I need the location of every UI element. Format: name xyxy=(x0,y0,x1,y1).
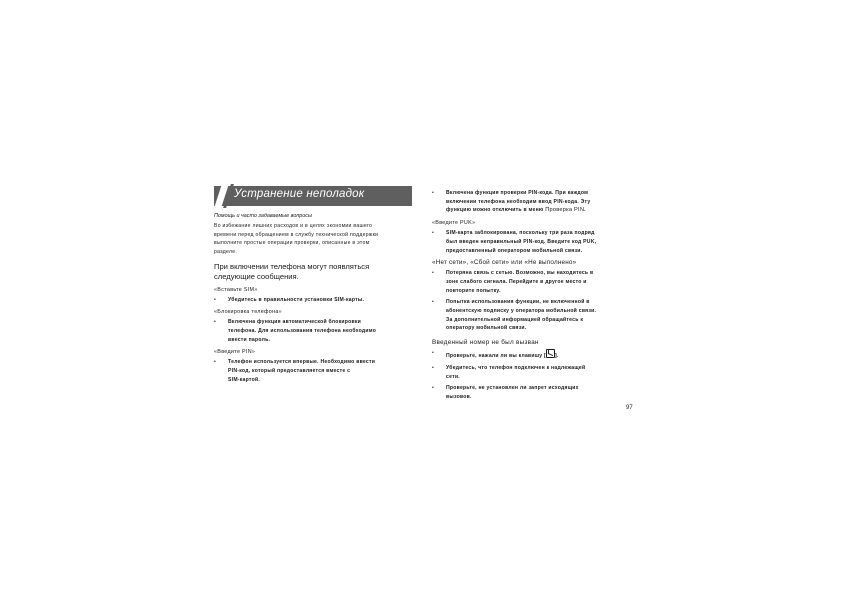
section-heading xyxy=(214,262,412,281)
right-column xyxy=(432,186,628,402)
bullet-icon: • xyxy=(214,319,217,326)
bullet-text xyxy=(446,349,628,361)
bullet-text: включении телефона необходим ввод PIN-кода. Эту xyxy=(446,198,591,205)
bullet-text: Телефон используется впервые. Необходимо ввести xyxy=(228,359,376,366)
intro-line: Во избежание лишних расходов и в целях экономии вашего xyxy=(214,223,373,229)
message-insert-sim: «Вставьте SIM» xyxy=(214,286,258,293)
list-item xyxy=(214,318,412,344)
list-item xyxy=(432,364,628,381)
bullet-text: зоне слабого сигнала. Перейдите в другое место и xyxy=(446,278,587,285)
bullet-text: За дополнительной информацией обращайтесь к xyxy=(446,316,584,323)
bullet-text: Убедитесь в правильности установки SIM-карты. xyxy=(228,296,365,303)
bullet-text: Проверьте, не установлен ли запрет исходящих xyxy=(446,385,579,392)
page-number: 97 xyxy=(626,405,633,411)
bullet-text: Потеряна связь с сетью. Возможно, вы находитесь в xyxy=(446,270,594,277)
intro-line: выполните простые операции проверки, описанные в этом xyxy=(214,240,370,247)
bullet-text: повторите попытку. xyxy=(446,287,501,294)
heading-line: При включении телефона могут появляться xyxy=(214,262,370,272)
section-heading-not-called: Введенный номер не был вызван xyxy=(432,339,539,347)
list-item xyxy=(432,189,628,215)
intro-line: разделе. xyxy=(214,248,238,255)
message-phone-lock: «Блокировка телефона» xyxy=(214,309,282,316)
bullet-icon: • xyxy=(214,359,217,366)
list-item xyxy=(432,269,628,295)
message-no-network: «Нет сети», «Сбой сети» или «Не выполнено» xyxy=(432,259,577,267)
bullet-text-part: . xyxy=(584,207,586,214)
bullet-text: ввести пароль. xyxy=(228,336,271,343)
bullet-text: SIM-карта заблокирована, поскольку три раза подряд xyxy=(446,230,595,237)
bullet-text: абонентскую подписку у оператора мобильной связи. xyxy=(446,308,597,315)
call-key-icon xyxy=(546,349,555,358)
bullet-icon: • xyxy=(432,299,435,306)
bullet-icon: • xyxy=(432,190,435,196)
intro-paragraph xyxy=(214,222,412,256)
bullet-icon: • xyxy=(432,350,435,357)
section-header-bar xyxy=(214,186,412,206)
list-item xyxy=(432,349,628,361)
bullet-text: Попытка использования функции, не включенной в xyxy=(446,299,590,306)
list-item xyxy=(432,384,628,401)
list-item xyxy=(432,229,628,255)
menu-name: Проверка PIN xyxy=(545,207,585,214)
list-item xyxy=(432,298,628,333)
bullet-text: Убедитесь, что телефон подключен к надлежащей xyxy=(446,364,586,371)
bullet-text: телефона. Для использования телефона необходимо xyxy=(228,327,377,334)
message-enter-puk: «Введите PUK» xyxy=(432,220,476,227)
bullet-text-part: функцию можно отключить в меню xyxy=(446,207,546,214)
section-title: Устранение неполадок xyxy=(234,188,365,200)
bullet-icon: • xyxy=(432,270,435,277)
bullet-text: Включена функция автоматической блокировки xyxy=(228,319,362,326)
bullet-text: оператору мобильной связи. xyxy=(446,325,527,332)
subtitle: Помощь и часто задаваемые вопросы xyxy=(214,213,312,219)
list-item xyxy=(214,296,412,305)
bullet-text xyxy=(446,206,628,215)
bullet-text: сети. xyxy=(446,373,460,380)
bullet-text-part: Проверьте, нажали ли вы клавишу [ xyxy=(446,353,546,360)
intro-line: времени перед обращением в службу технической поддержки xyxy=(214,231,379,238)
list-item xyxy=(214,358,412,384)
bullet-text: был введен неправильный PIN-код. Введите код PUK, xyxy=(446,238,597,245)
heading-line: следующие сообщения. xyxy=(214,271,299,281)
bullet-text: PIN-код, который предоставляется вместе с xyxy=(228,368,351,375)
left-column xyxy=(214,186,412,384)
bullet-text: SIM-картой. xyxy=(228,376,261,383)
bullet-text: вызовов. xyxy=(446,393,472,400)
bullet-icon: • xyxy=(432,364,435,371)
bullet-text: Включена функция проверки PIN-кода. При каждом xyxy=(446,190,589,196)
bullet-text-part: ]. xyxy=(555,353,559,360)
bullet-icon: • xyxy=(432,230,435,237)
bullet-text: предоставленный оператором мобильной связи. xyxy=(446,247,583,254)
bullet-icon: • xyxy=(214,296,217,303)
message-enter-pin: «Введите PIN» xyxy=(214,349,256,356)
bullet-icon: • xyxy=(432,385,435,392)
